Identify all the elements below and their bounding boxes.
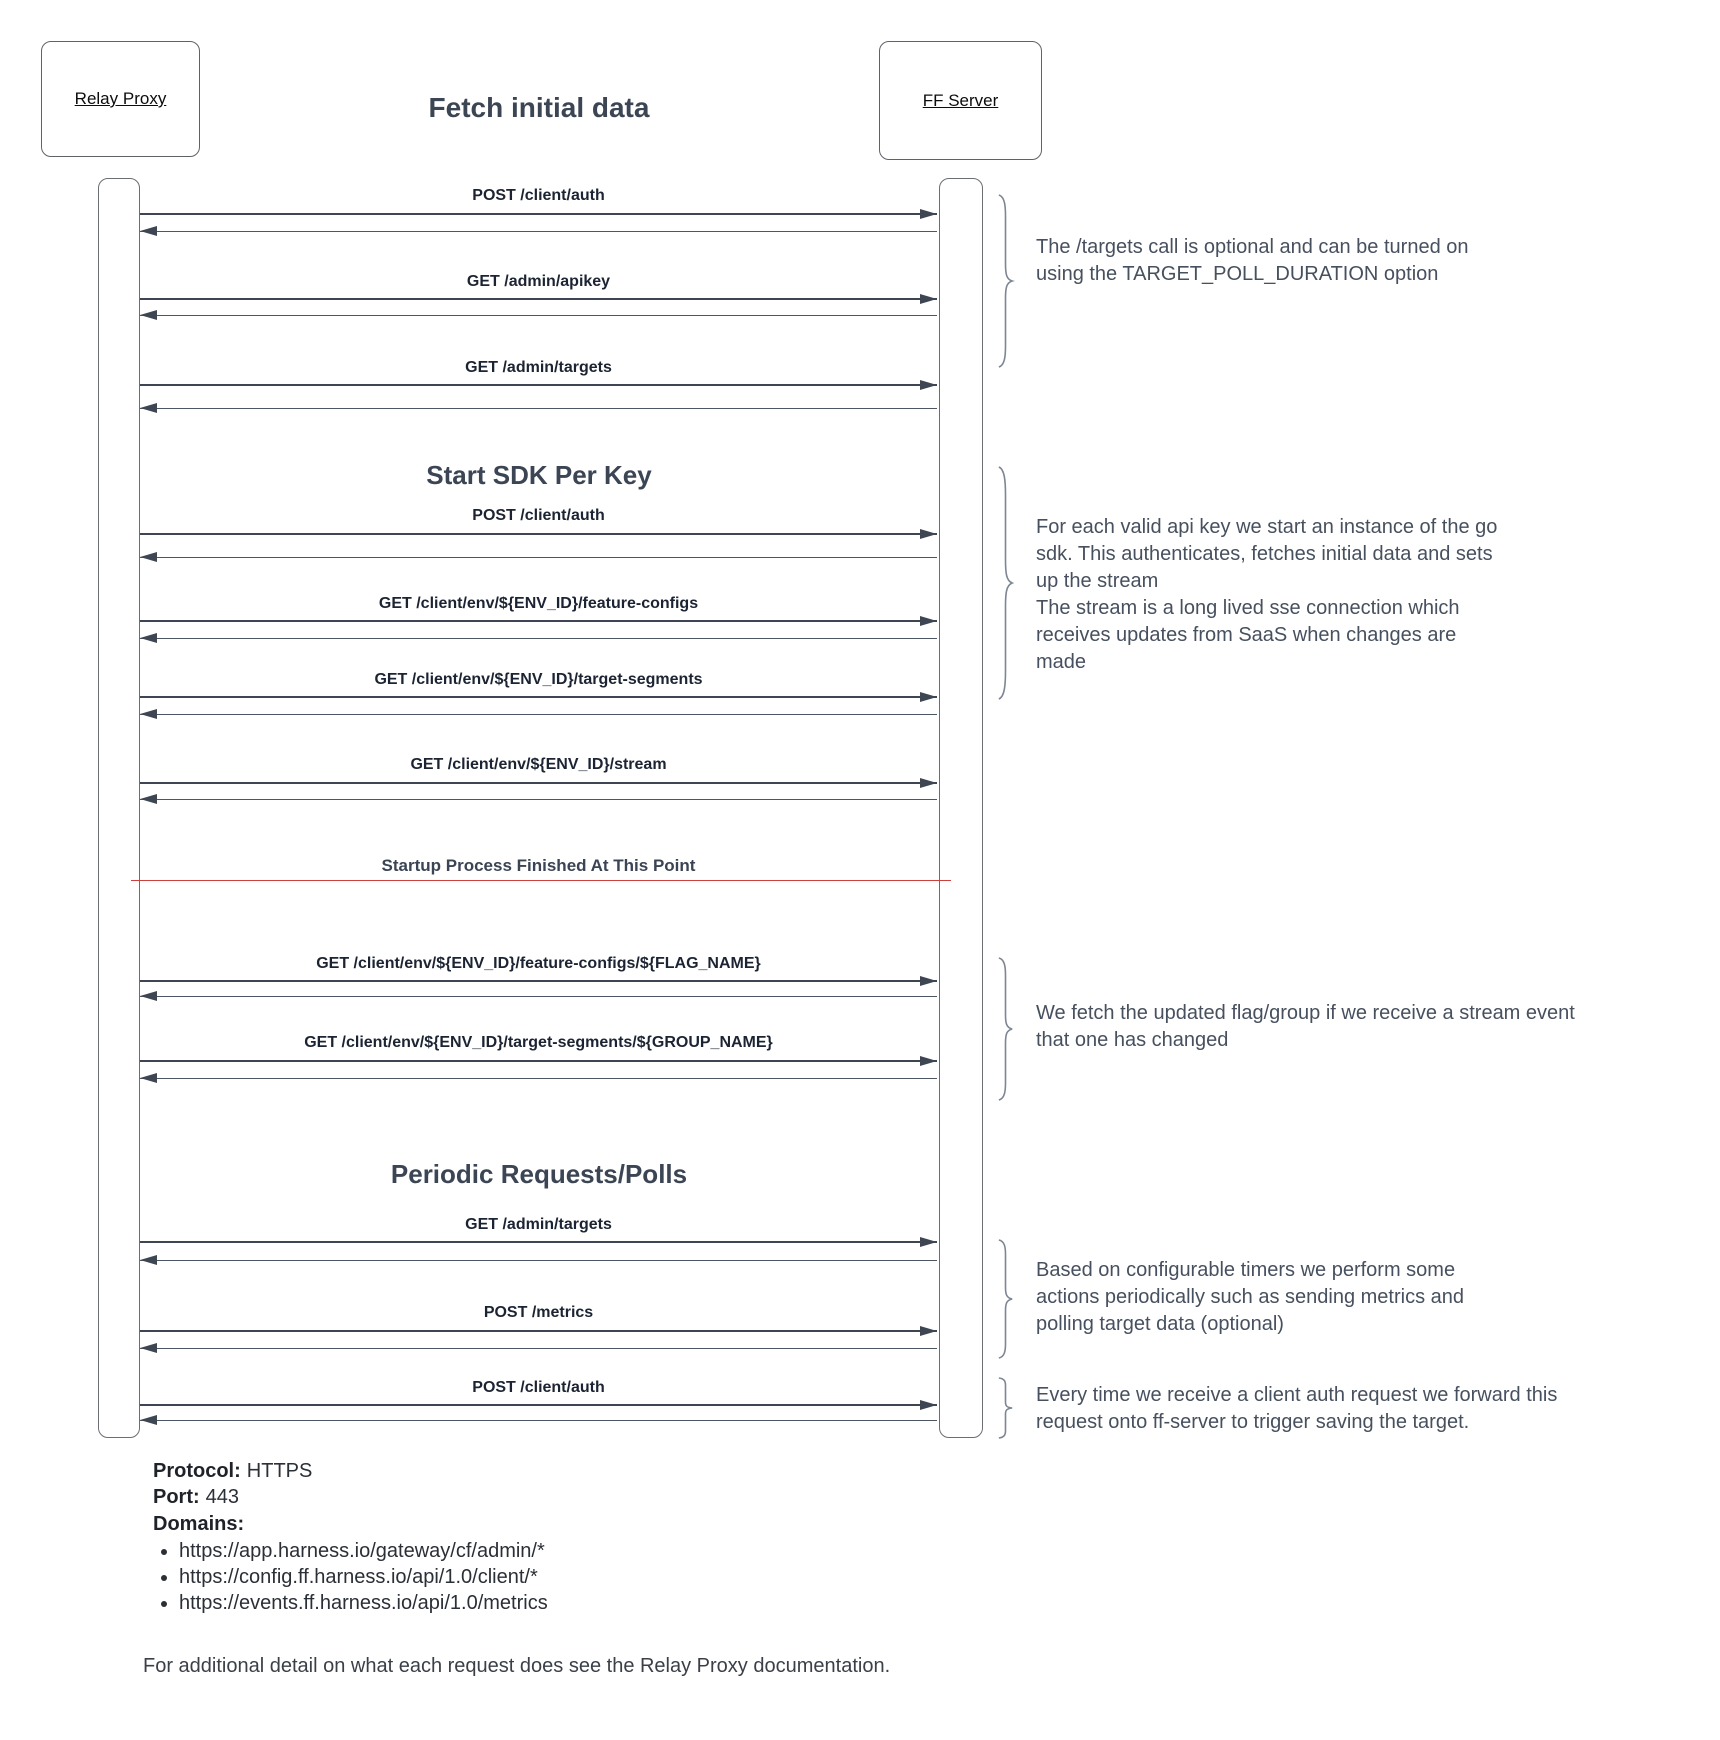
message-label: GET /admin/apikey [466,273,611,290]
brace-icon [996,1240,1015,1358]
return-arrow [140,231,937,232]
arrowhead-left-icon [140,633,157,643]
actor-label-ff-server: FF Server [922,90,999,110]
arrowhead-left-icon [140,403,157,413]
startup-finished-line [131,880,951,881]
return-arrow [140,1260,937,1261]
return-arrow [140,1078,937,1079]
startup-finished-label: Startup Process Finished At This Point [381,856,696,875]
arrowhead-right-icon [920,1237,937,1247]
arrowhead-left-icon [140,1343,157,1353]
arrowhead-right-icon [920,692,937,702]
actor-label-relay-proxy: Relay Proxy [74,89,167,108]
annotation-targets-optional: The /targets call is optional and can be turned on using the TARGET_POLL_DURATION option [1036,236,1469,285]
arrowhead-right-icon [920,616,937,626]
message-label: GET /client/env/${ENV_ID}/target-segments/${GROUP_NAME} [304,1034,773,1051]
arrowhead-left-icon [140,709,157,719]
message-label: GET /client/env/${ENV_ID}/stream [410,756,667,773]
port-line [153,1484,548,1510]
domain-item: • https://events.ff.harness.io/api/1.0/metrics [179,1590,548,1616]
message-label: POST /client/auth [472,1379,605,1396]
domain-item: • https://config.ff.harness.io/api/1.0/client/* [179,1564,548,1590]
return-arrow [140,714,937,715]
arrowhead-left-icon [140,310,157,320]
request-arrow [140,384,937,386]
arrowhead-right-icon [920,976,937,986]
return-arrow [140,408,937,409]
return-arrow [140,1420,937,1421]
header-start-sdk-per-key: Start SDK Per Key [426,460,652,490]
lifeline-ff-server [939,178,983,1438]
message-label: POST /client/auth [472,507,605,524]
request-arrow [140,213,937,215]
annotation-paragraph: The stream is a long lived sse connection which receives updates from SaaS when changes are made [1036,597,1460,673]
message-label: GET /client/env/${ENV_ID}/feature-configs [378,595,699,612]
protocol-line [153,1458,548,1484]
arrowhead-right-icon [920,529,937,539]
arrowhead-left-icon [140,552,157,562]
arrowhead-left-icon [140,1255,157,1265]
arrowhead-left-icon [140,1073,157,1083]
message-label: GET /admin/targets [465,359,612,376]
arrowhead-left-icon [140,1415,157,1425]
title-fetch-initial-data: Fetch initial data [428,92,650,123]
annotation-client-auth-forward: Every time we receive a client auth request we forward this request onto ff-server to trigger saving the target. [1036,1384,1558,1433]
return-arrow [140,557,937,558]
request-arrow [140,980,937,982]
request-arrow [140,1404,937,1406]
request-arrow [140,533,937,535]
request-arrow [140,1241,937,1243]
annotation-sdk-per-key [1036,514,1506,676]
arrowhead-right-icon [920,294,937,304]
return-arrow [140,799,937,800]
brace-icon [996,1378,1015,1438]
return-arrow [140,1348,937,1349]
port-label: Port: [153,1486,200,1509]
annotation-fetch-updated: We fetch the updated flag/group if we receive a stream event that one has changed [1036,1002,1575,1051]
message-label: GET /client/env/${ENV_ID}/feature-configs/${FLAG_NAME} [316,955,761,972]
arrowhead-right-icon [920,1056,937,1066]
request-arrow [140,298,937,300]
message-label: GET /client/env/${ENV_ID}/target-segments [374,671,703,688]
lifeline-relay-proxy [98,178,140,1438]
request-arrow [140,782,937,784]
domains-list [153,1538,548,1617]
arrowhead-right-icon [920,380,937,390]
return-arrow [140,638,937,639]
request-arrow [140,1330,937,1332]
brace-icon [996,467,1015,699]
domains-label: Domains: [153,1512,245,1535]
arrowhead-right-icon [920,209,937,219]
arrowhead-left-icon [140,226,157,236]
domain-item: • https://app.harness.io/gateway/cf/admin/* [179,1538,548,1564]
request-arrow [140,620,937,622]
arrowhead-right-icon [920,1400,937,1410]
arrowhead-right-icon [920,1326,937,1336]
annotation-paragraph: For each valid api key we start an instance of the go sdk. This authenticates, fetches initial data and sets up the stream [1036,516,1498,592]
domains-line [153,1511,548,1537]
annotation-periodic-timers: Based on configurable timers we perform some actions periodically such as sending metrics and polling target data (optional) [1036,1259,1464,1335]
brace-icon [996,195,1015,367]
message-label: GET /admin/targets [465,1216,612,1233]
brace-icon [996,958,1015,1100]
header-periodic-requests: Periodic Requests/Polls [390,1159,688,1189]
port-value: 443 [205,1486,240,1509]
arrowhead-right-icon [920,778,937,788]
documentation-note: For additional detail on what each request does see the Relay Proxy documentation. [143,1655,891,1677]
arrowhead-left-icon [140,794,157,804]
request-arrow [140,696,937,698]
return-arrow [140,315,937,316]
message-label: POST /client/auth [472,187,605,204]
protocol-label: Protocol: [153,1460,241,1482]
request-arrow [140,1060,937,1062]
return-arrow [140,996,937,997]
connection-info [153,1458,548,1617]
message-label: POST /metrics [483,1304,594,1321]
arrowhead-left-icon [140,991,157,1001]
protocol-value: HTTPS [246,1460,313,1482]
